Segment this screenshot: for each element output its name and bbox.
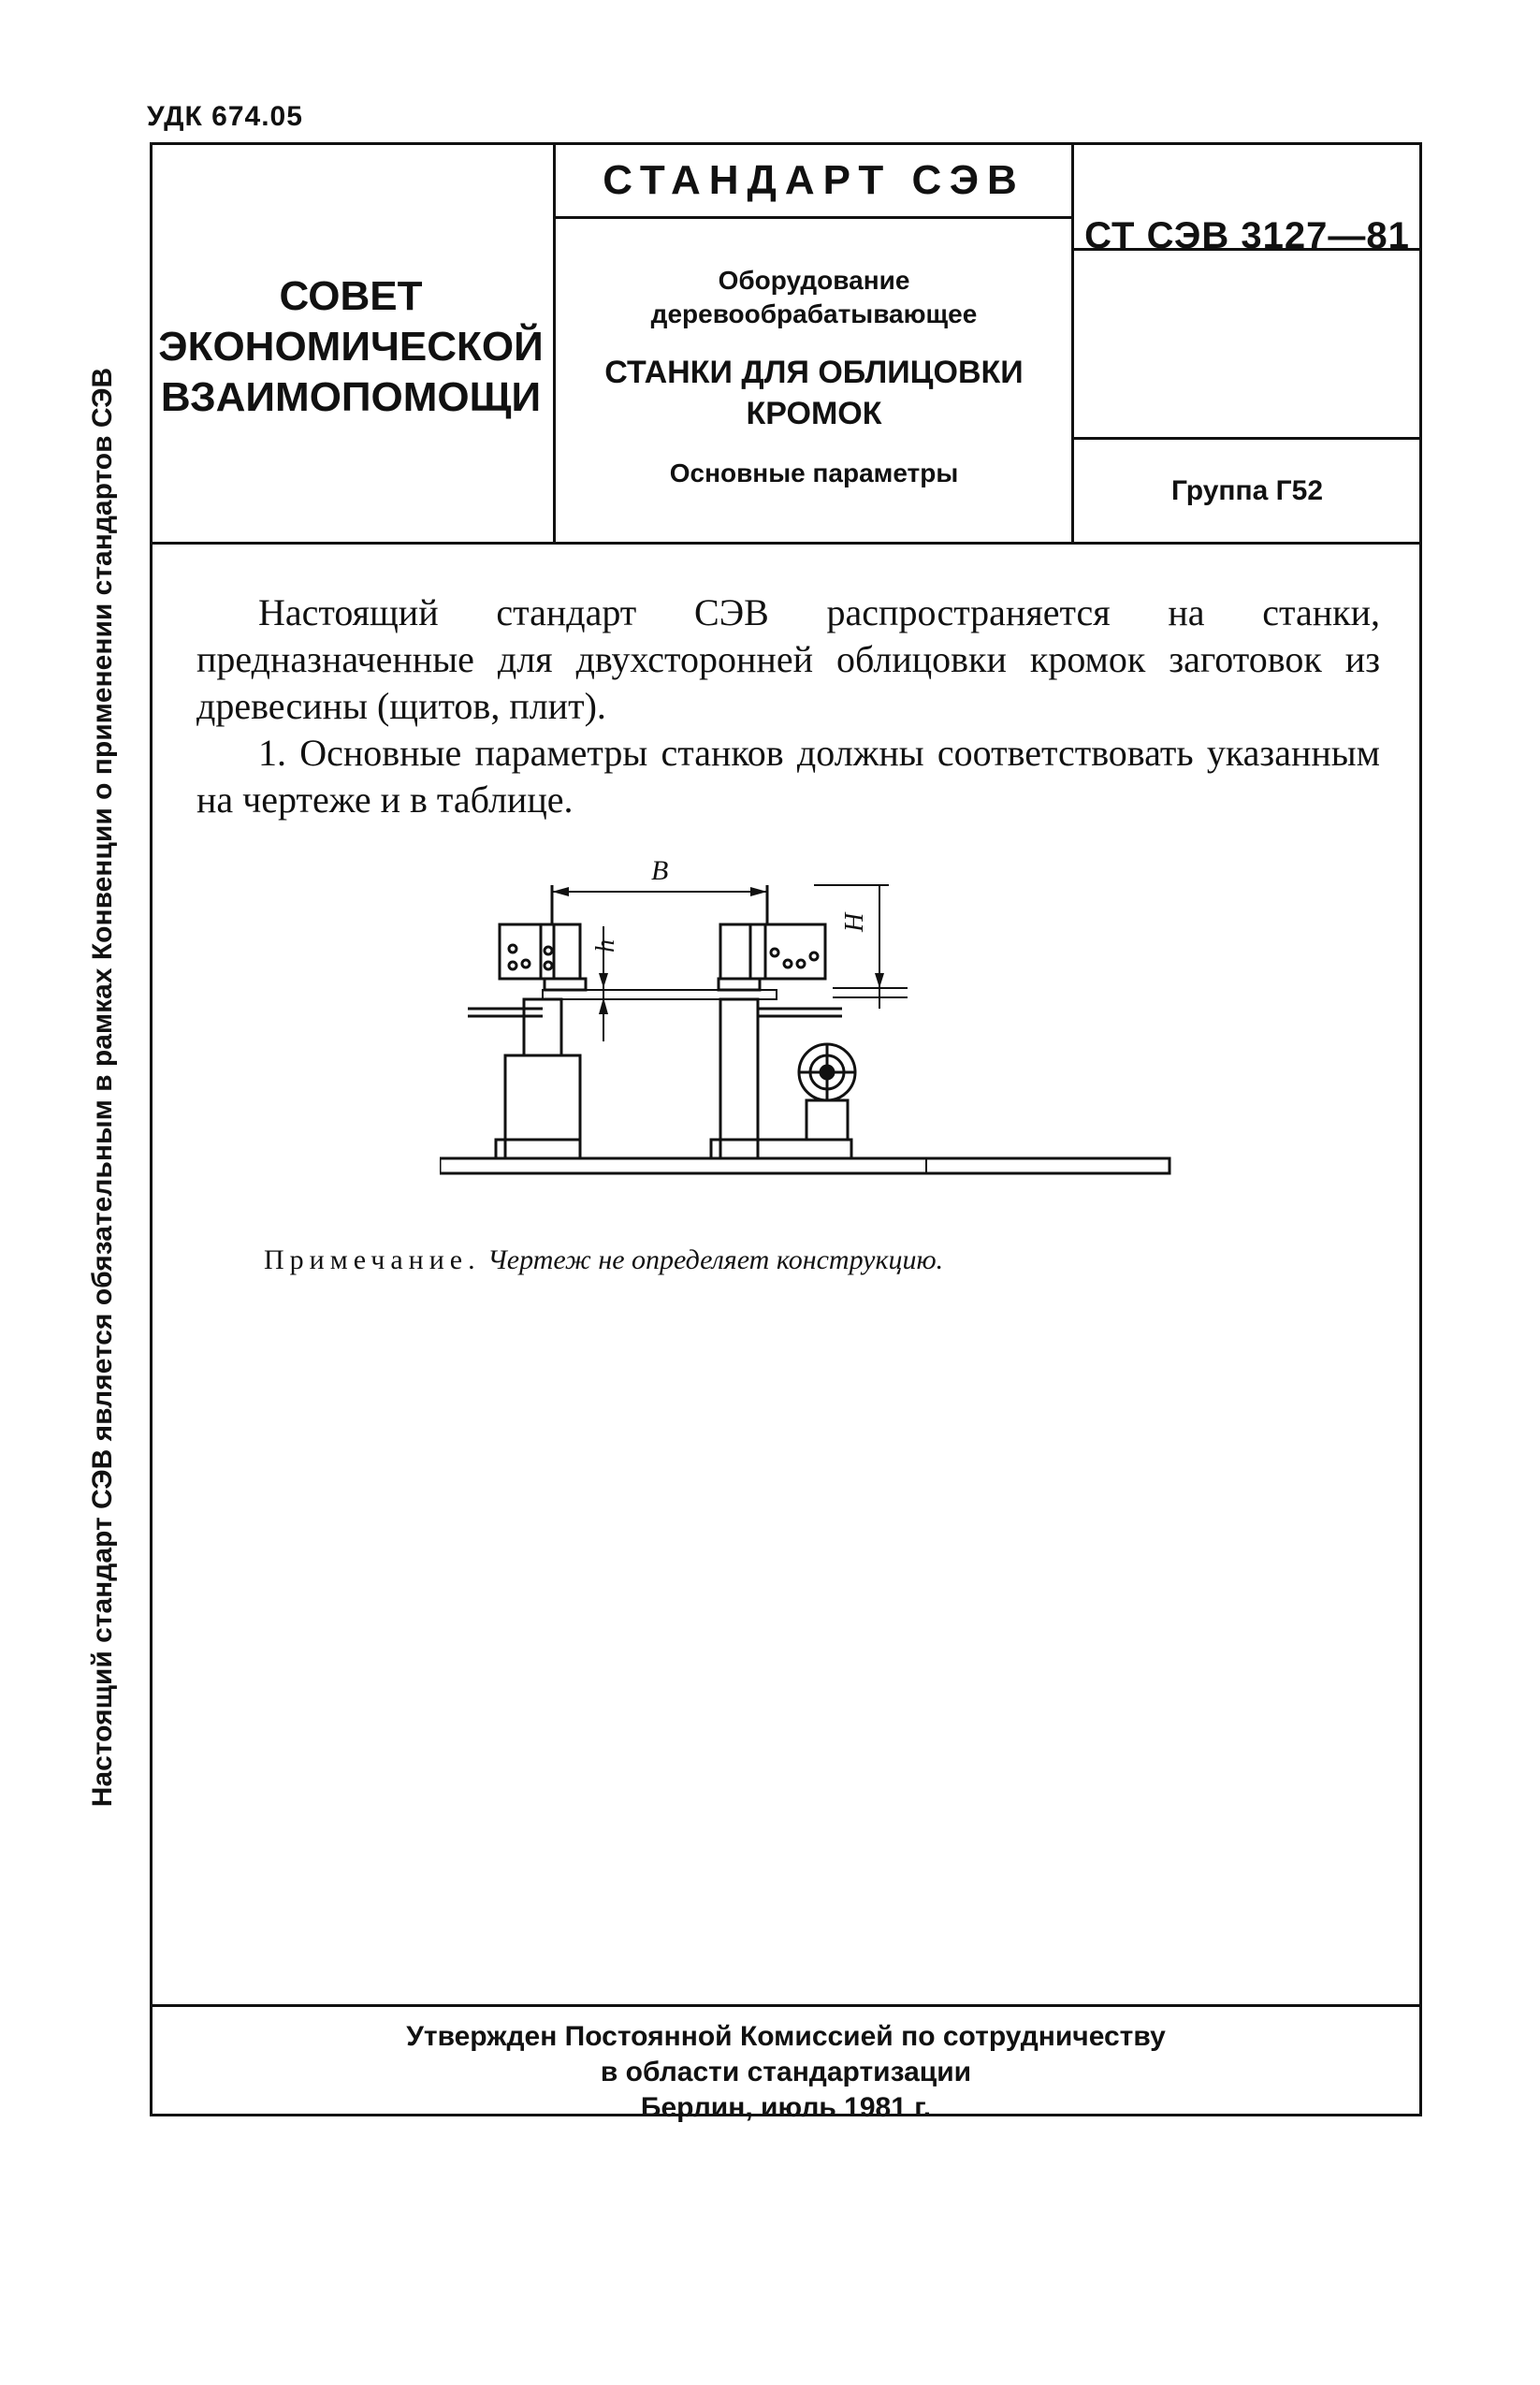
right-head-block (720, 924, 825, 979)
dim-b-arrow-right (750, 887, 767, 896)
machine-drawing (440, 859, 1188, 1177)
left-edge-band (545, 979, 586, 990)
right-head-bolt-3 (797, 960, 805, 967)
dim-h-label: h (591, 939, 620, 953)
subject-line-2: деревообрабатывающее (650, 299, 978, 328)
dim-H-arrow (875, 973, 884, 988)
dim-b-arrow-left (552, 887, 569, 896)
council-line-2: ЭКОНОМИЧЕСКОЙ (158, 324, 544, 370)
paragraph-scope: Настоящий стандарт СЭВ распространяется на станки, предназначенные для двухсторонней облицовки кромок заготовок из древесины (щитов, плит). (196, 591, 1380, 727)
motor-mount (806, 1100, 848, 1140)
subject-line-1: Оборудование (718, 266, 910, 295)
standard-title: СТАНДАРТ СЭВ (603, 157, 1025, 203)
dim-h-arrow-top (599, 973, 608, 988)
approval-line-3: Берлин, июль 1981 г. (640, 2092, 932, 2123)
council-line-1: СОВЕТ (279, 273, 423, 319)
group-label: Группа Г52 (1170, 475, 1324, 506)
left-head-bolt-3 (509, 962, 516, 969)
approval-block (154, 2019, 1417, 2126)
council-name (154, 271, 547, 423)
title-underline (555, 216, 1071, 219)
right-base (711, 1140, 851, 1158)
left-head-bolt-5 (545, 962, 552, 969)
udk-code: УДК 674.05 (147, 101, 303, 132)
left-base (496, 1140, 580, 1158)
right-edge-band (719, 979, 760, 990)
machine-line-2: КРОМОК (746, 396, 882, 431)
council-line-3: ВЗАИМОПОМОЩИ (160, 374, 542, 420)
right-column (720, 999, 758, 1158)
right-head-bolt-2 (784, 960, 792, 967)
header-bottom-rule (153, 542, 1419, 545)
left-head-bolt-4 (545, 947, 552, 954)
drawing-note (264, 1244, 943, 1276)
body-text (196, 589, 1380, 823)
bed-rail (440, 1158, 1170, 1173)
right-head-bolt-4 (810, 953, 818, 960)
approval-line-2: в области стандартизации (600, 2057, 972, 2087)
sidebar-notice: Настоящий стандарт СЭВ является обязательным в рамках Конвенции о применении стандартов СЭВ (87, 367, 118, 1808)
right-head-bolt-1 (771, 949, 778, 956)
dim-b-label: B (651, 859, 669, 886)
approval-top-rule (153, 2004, 1419, 2007)
approval-line-1: Утвержден Постоянной Комиссией по сотрудничеству (406, 2021, 1166, 2052)
dim-H-label: H (840, 912, 869, 932)
note-text: Чертеж не определяет конструкцию. (487, 1244, 944, 1275)
left-column (505, 1055, 580, 1158)
standard-code: СТ СЭВ 3127—81 (1084, 215, 1410, 256)
header-divider-left (553, 145, 556, 542)
note-label: Примечание. (264, 1244, 481, 1275)
left-head-bolt-2 (522, 960, 530, 967)
parameters-heading: Основные параметры (669, 458, 959, 487)
paragraph-item-1: 1. Основные параметры станков должны соответствовать указанным на чертеже и в таблице. (196, 732, 1380, 821)
left-head-bolt-1 (509, 945, 516, 953)
machine-heading (561, 352, 1067, 434)
subject-heading (561, 264, 1067, 331)
machine-line-1: СТАНКИ ДЛЯ ОБЛИЦОВКИ (604, 355, 1024, 390)
group-overline (1073, 437, 1419, 440)
